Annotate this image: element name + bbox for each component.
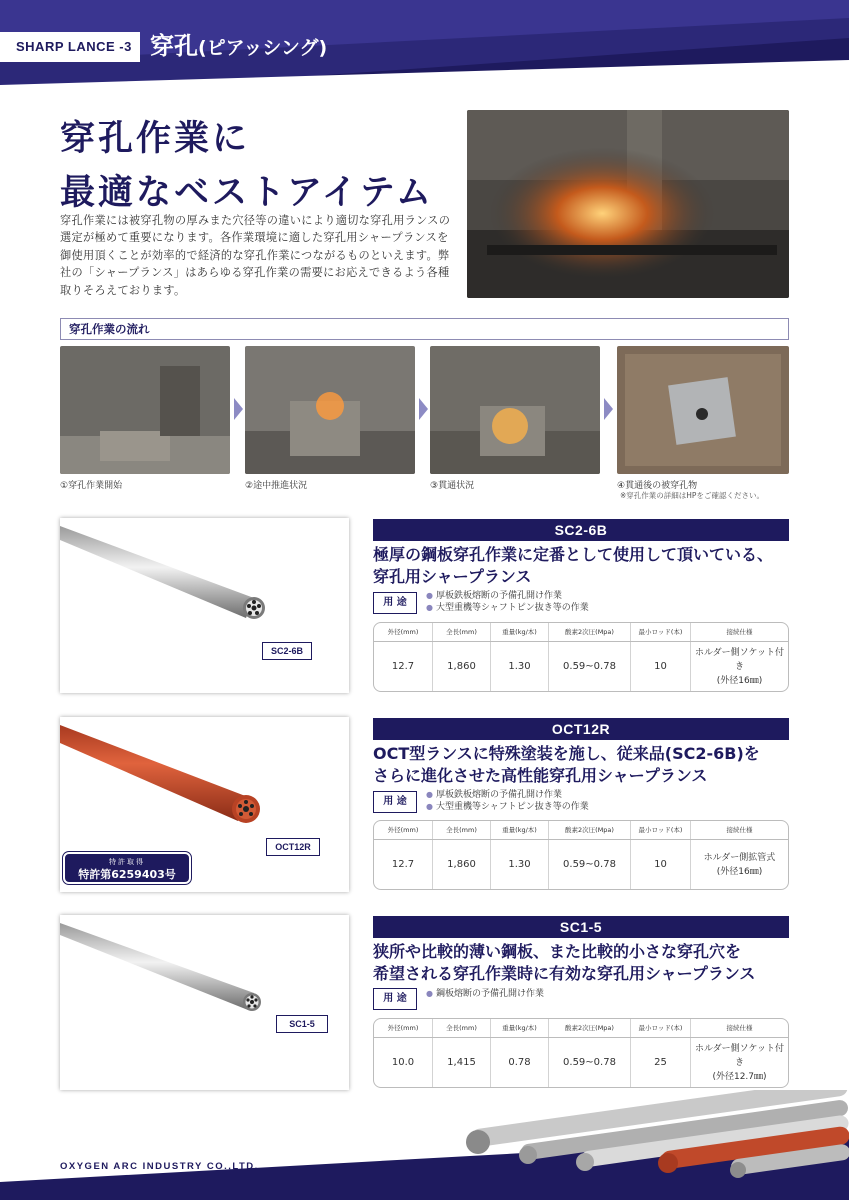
use-label: 用 途 [373, 988, 417, 1010]
spec-header-row: 外径(mm) 全長(mm) 重量(kg/本) 酸素2次圧(Mpa) 最小ロッド(本) 接続仕様 [374, 1019, 788, 1038]
use-item: ● 大型重機等シャフトピン抜き等の作業 [426, 602, 589, 614]
title-sub: (ピアッシング) [198, 37, 328, 59]
spec-header-row: 外径(mm) 全長(mm) 重量(kg/本) 酸素2次圧(Mpa) 最小ロッド(本) 接続仕様 [374, 623, 788, 642]
use-list-oct12r [426, 789, 589, 813]
headline-line-2: 最適なベストアイテム [60, 173, 435, 213]
use-list-sc2-6b [426, 590, 589, 614]
use-label: 用 途 [373, 592, 417, 614]
page-title [150, 28, 327, 66]
step-1-photo [60, 346, 230, 474]
use-item: ● 大型重機等シャフトピン抜き等の作業 [426, 801, 589, 813]
product-label-sc1-5: SC1-5 [276, 1015, 328, 1033]
step-4-caption: ④貫通後の被穿孔物 [617, 481, 698, 491]
flow-section-title: 穿孔作業の流れ [60, 318, 789, 340]
step-1-caption: ①穿孔作業開始 [60, 481, 123, 491]
section-tag: SHARP LANCE -3 [0, 32, 140, 62]
product-name-sc2-6b: SC2-6B [373, 519, 789, 541]
spec-value-row: 12.7 1,860 1.30 0.59~0.78 10 ホルダー側ソケット付き (外径16㎜) [374, 642, 788, 692]
step-arrow-2 [419, 398, 428, 420]
spec-table-sc2-6b [373, 622, 789, 692]
step-3-photo [430, 346, 600, 474]
spec-header-row: 外径(mm) 全長(mm) 重量(kg/本) 酸素2次圧(Mpa) 最小ロッド(本) 接続仕様 [374, 821, 788, 840]
use-item: ● 厚板鉄板熔断の予備孔開け作業 [426, 789, 589, 801]
headline-line-1: 穿孔作業に [60, 119, 251, 159]
step-4-photo [617, 346, 789, 474]
product-desc-oct12r: OCT型ランスに特殊塗装を施し、従来品(SC2-6B)を さらに進化させた高性能穿孔用シャープランス [373, 744, 760, 785]
product-label-sc2-6b: SC2-6B [262, 642, 312, 660]
product-desc-sc1-5: 狭所や比較的薄い鋼板、また比較的小さな穿孔穴を 希望される穿孔作業時に有効な穿孔用シャープランス [373, 942, 756, 983]
step-3-caption: ③貫通状況 [430, 481, 475, 491]
spec-table-oct12r [373, 820, 789, 890]
spec-table-sc1-5 [373, 1018, 789, 1088]
spec-value-row: 10.0 1,415 0.78 0.59~0.78 25 ホルダー側ソケット付き (外径12.7㎜) [374, 1038, 788, 1088]
product-image-sc2-6b [60, 518, 349, 693]
hero-headline [60, 112, 434, 220]
step-2-caption: ②途中推進状況 [245, 481, 308, 491]
use-list-sc1-5 [426, 988, 544, 1000]
footer-band [0, 1090, 849, 1200]
product-desc-sc2-6b: 極厚の鋼板穿孔作業に定番として使用して頂いている、 穿孔用シャープランス [373, 545, 774, 586]
product-name-sc1-5: SC1-5 [373, 916, 789, 938]
flow-note: ※穿孔作業の詳細はHPをご確認ください。 [620, 491, 764, 500]
product-label-oct12r: OCT12R [266, 838, 320, 856]
step-arrow-1 [234, 398, 243, 420]
product-name-oct12r: OCT12R [373, 718, 789, 740]
use-item: ● 鋼板熔断の予備孔開け作業 [426, 988, 544, 1000]
title-main: 穿孔 [150, 32, 198, 60]
step-arrow-3 [604, 398, 613, 420]
hero-photo [467, 110, 789, 298]
hero-body: 穿孔作業には被穿孔物の厚みまた穴径等の違いにより適切な穿孔用ランスの選定が極めて重要になります。各作業環境に適した穿孔用シャープランスを御使用頂くことが効率的で経済的な穿孔作業につながるものといえます。弊社の「シャープランス」はあらゆる穿孔作業の需要にお応えできるよう各種取りそろえております。 [60, 214, 451, 297]
use-item: ● 厚板鉄板熔断の予備孔開け作業 [426, 590, 589, 602]
footer-company: OXYGEN ARC INDUSTRY CO.,LTD. [60, 1161, 259, 1172]
product-image-sc1-5 [60, 915, 349, 1090]
spec-value-row: 12.7 1,860 1.30 0.59~0.78 10 ホルダー側拡管式 (外径16㎜) [374, 840, 788, 890]
step-2-photo [245, 346, 415, 474]
patent-badge: 特許取得 特許第6259403号 [63, 852, 191, 884]
use-label: 用 途 [373, 791, 417, 813]
page-header [0, 0, 849, 100]
